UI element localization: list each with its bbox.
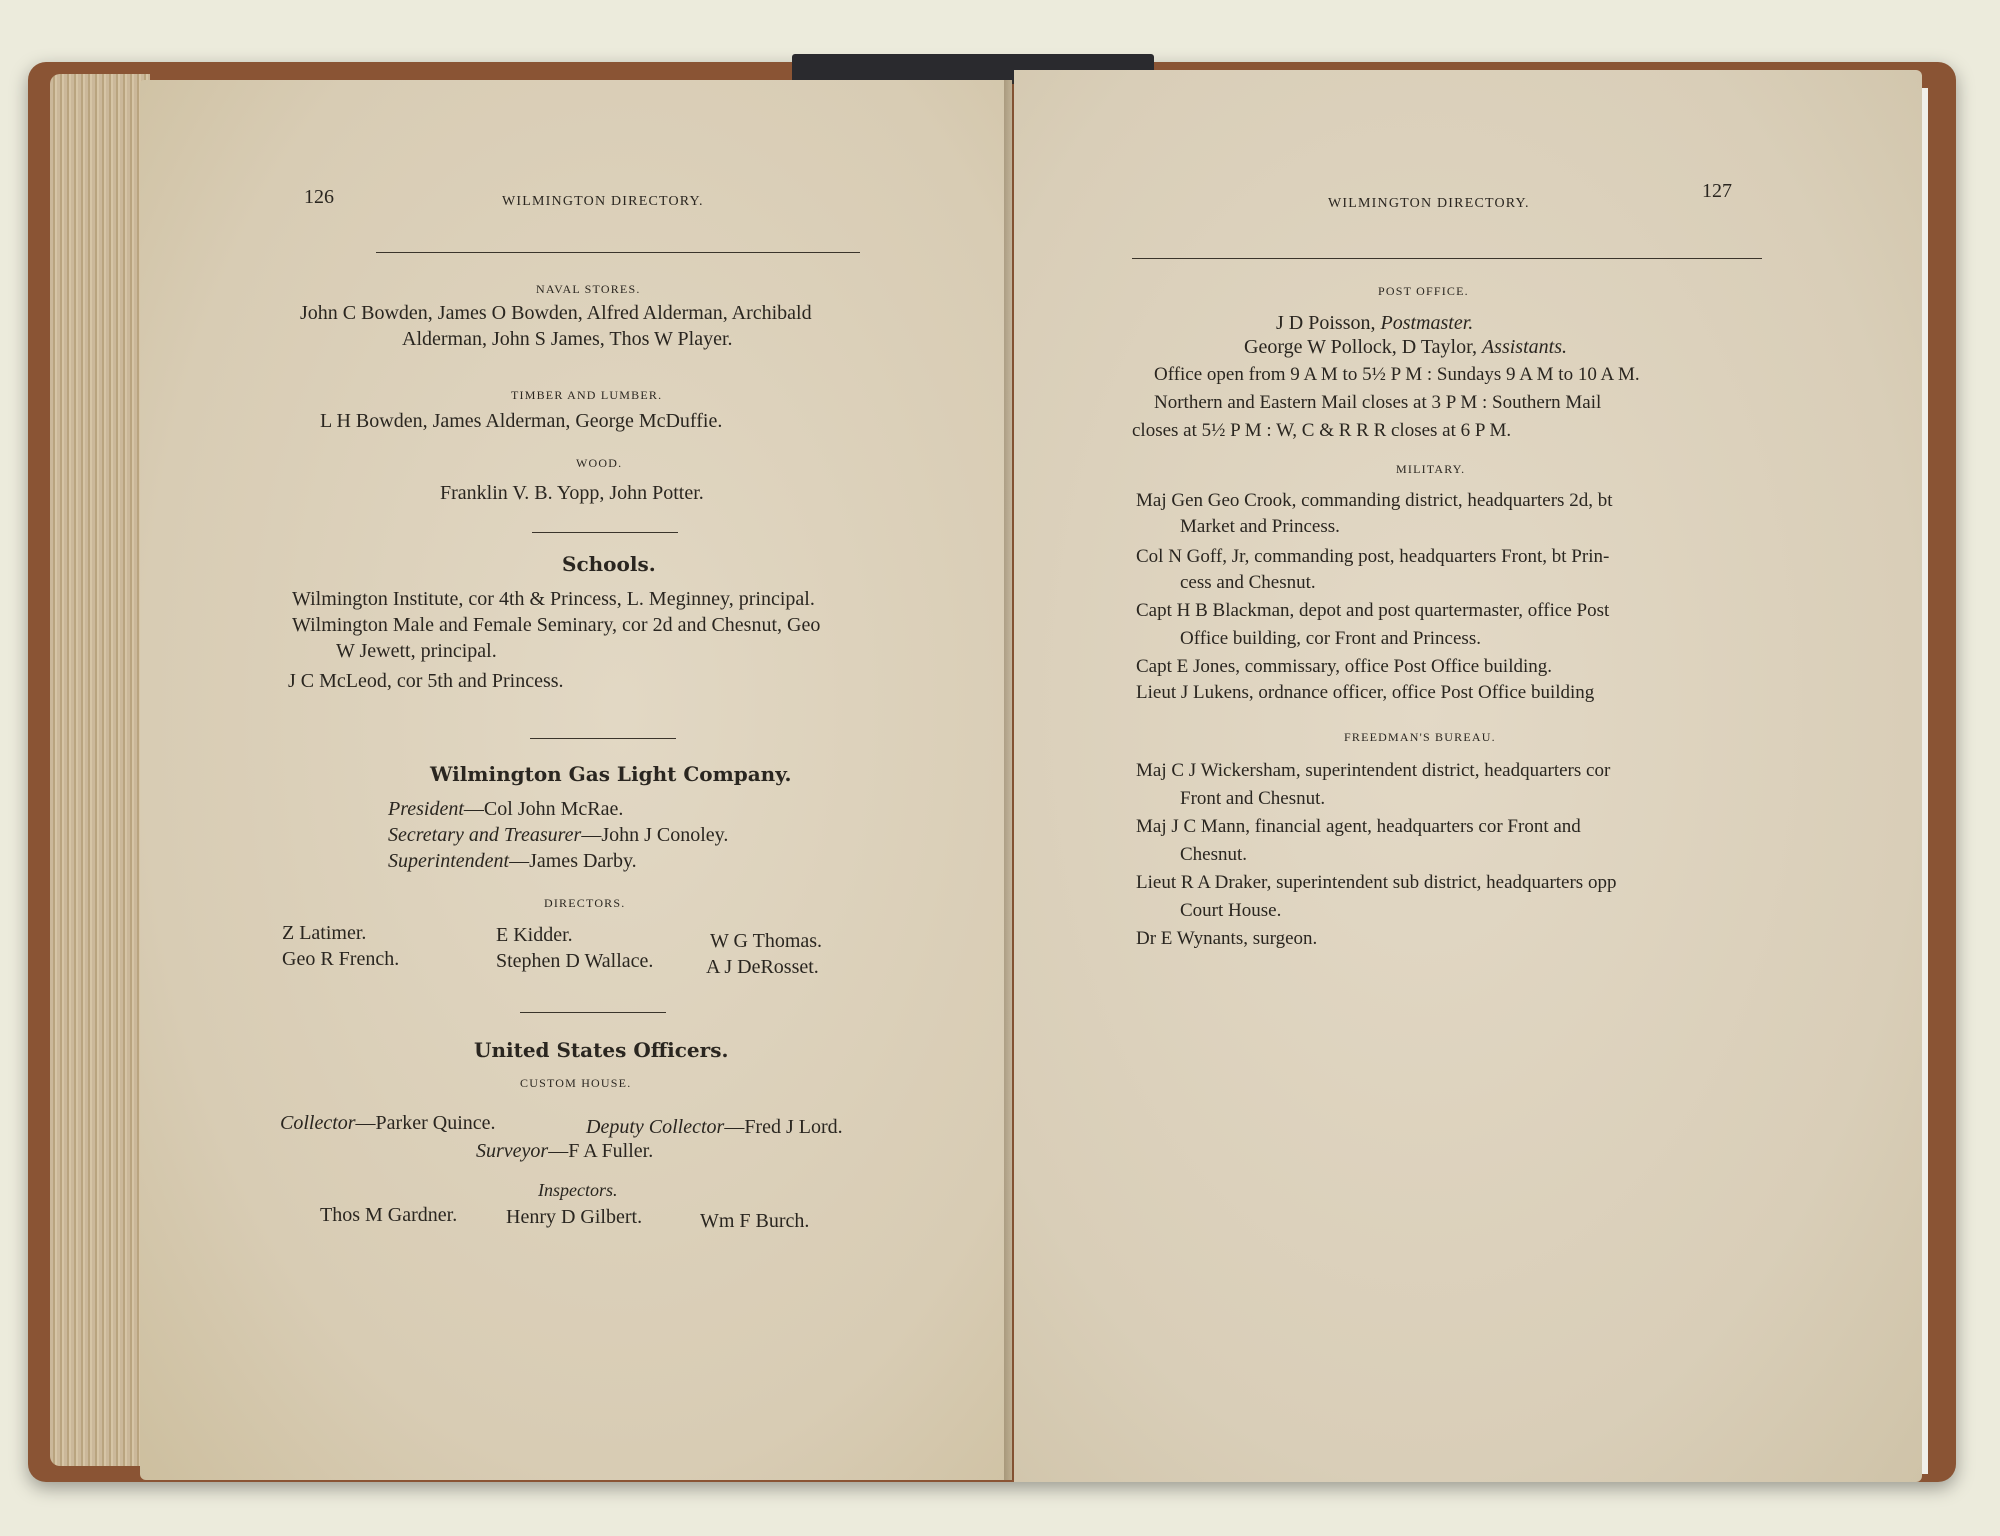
- naval-stores-heading: NAVAL STORES.: [536, 282, 641, 296]
- collector: Collector—Parker Quince.: [280, 1112, 496, 1134]
- military-line: Office building, cor Front and Princess.: [1180, 628, 1481, 649]
- header-rule: [1132, 258, 1762, 259]
- inspector: Henry D Gilbert.: [506, 1206, 643, 1228]
- freedman-line: Maj C J Wickersham, superintendent district, headquarters cor: [1136, 760, 1611, 781]
- freedman-bureau-heading: FREEDMAN'S BUREAU.: [1344, 730, 1496, 744]
- school-line: J C McLeod, cor 5th and Princess.: [288, 670, 564, 692]
- military-line: Lieut J Lukens, ordnance officer, office Post Office building: [1136, 682, 1595, 703]
- custom-house-heading: CUSTOM HOUSE.: [520, 1076, 632, 1090]
- page-stack-edge: [50, 74, 150, 1466]
- gas-superintendent: Superintendent—James Darby.: [388, 850, 637, 872]
- school-line: Wilmington Institute, cor 4th & Princess, L. Meginney, principal.: [292, 588, 815, 610]
- post-office-hours: closes at 5½ P M : W, C & R R R closes at 6 P M.: [1132, 420, 1512, 441]
- director: Stephen D Wallace.: [496, 950, 654, 972]
- assistants: George W Pollock, D Taylor, Assistants.: [1244, 336, 1567, 358]
- freedman-line: Court House.: [1180, 900, 1282, 921]
- naval-stores-line: John C Bowden, James O Bowden, Alfred Alderman, Archibald: [300, 302, 812, 324]
- postmaster: J D Poisson, Postmaster.: [1276, 312, 1474, 334]
- section-rule: [532, 532, 678, 533]
- running-head: WILMINGTON DIRECTORY.: [502, 194, 704, 209]
- military-line: Capt E Jones, commissary, office Post Office building.: [1136, 656, 1553, 677]
- section-rule: [530, 738, 676, 739]
- gas-president: President—Col John McRae.: [388, 798, 624, 820]
- post-office-hours: Northern and Eastern Mail closes at 3 P M : Southern Mail: [1154, 392, 1602, 413]
- timber-line: L H Bowden, James Alderman, George McDuffie.: [320, 410, 723, 432]
- director: Geo R French.: [282, 948, 400, 970]
- military-heading: MILITARY.: [1396, 462, 1466, 476]
- freedman-line: Dr E Wynants, surgeon.: [1136, 928, 1318, 949]
- wood-heading: WOOD.: [576, 456, 623, 470]
- inspectors-heading: Inspectors.: [538, 1180, 618, 1200]
- right-page: [1014, 70, 1922, 1482]
- military-line: Col N Goff, Jr, commanding post, headquarters Front, bt Prin-: [1136, 546, 1610, 567]
- director: A J DeRosset.: [706, 956, 819, 978]
- schools-heading: Schools.: [562, 552, 656, 576]
- director: E Kidder.: [496, 924, 573, 946]
- timber-heading: TIMBER AND LUMBER.: [511, 388, 663, 402]
- directors-heading: DIRECTORS.: [544, 896, 626, 910]
- post-office-heading: POST OFFICE.: [1378, 284, 1469, 298]
- left-page: [140, 80, 1012, 1480]
- school-line: Wilmington Male and Female Seminary, cor 2d and Chesnut, Geo: [292, 614, 821, 636]
- director: Z Latimer.: [282, 922, 367, 944]
- freedman-line: Front and Chesnut.: [1180, 788, 1326, 809]
- military-line: cess and Chesnut.: [1180, 572, 1316, 593]
- surveyor: Surveyor—F A Fuller.: [476, 1140, 654, 1162]
- wood-line: Franklin V. B. Yopp, John Potter.: [440, 482, 704, 504]
- naval-stores-line: Alderman, John S James, Thos W Player.: [402, 328, 733, 350]
- military-line: Maj Gen Geo Crook, commanding district, headquarters 2d, bt: [1136, 490, 1613, 511]
- military-line: Capt H B Blackman, depot and post quartermaster, office Post: [1136, 600, 1610, 621]
- freedman-line: Maj J C Mann, financial agent, headquarters cor Front and: [1136, 816, 1581, 837]
- page-number: 126: [304, 186, 334, 208]
- inspector: Wm F Burch.: [700, 1210, 810, 1232]
- inspector: Thos M Gardner.: [320, 1204, 458, 1226]
- post-office-hours: Office open from 9 A M to 5½ P M : Sundays 9 A M to 10 A M.: [1154, 364, 1640, 385]
- section-rule: [520, 1012, 666, 1013]
- school-line: W Jewett, principal.: [336, 640, 497, 662]
- page-number: 127: [1702, 180, 1732, 202]
- us-officers-heading: United States Officers.: [474, 1038, 729, 1062]
- gas-secretary: Secretary and Treasurer—John J Conoley.: [388, 824, 729, 846]
- running-head: WILMINGTON DIRECTORY.: [1328, 196, 1530, 211]
- gas-company-heading: Wilmington Gas Light Company.: [430, 762, 792, 786]
- header-rule: [376, 252, 860, 253]
- deputy-collector: Deputy Collector—Fred J Lord.: [586, 1116, 843, 1138]
- freedman-line: Chesnut.: [1180, 844, 1248, 865]
- military-line: Market and Princess.: [1180, 516, 1340, 537]
- freedman-line: Lieut R A Draker, superintendent sub district, headquarters opp: [1136, 872, 1617, 893]
- director: W G Thomas.: [710, 930, 823, 952]
